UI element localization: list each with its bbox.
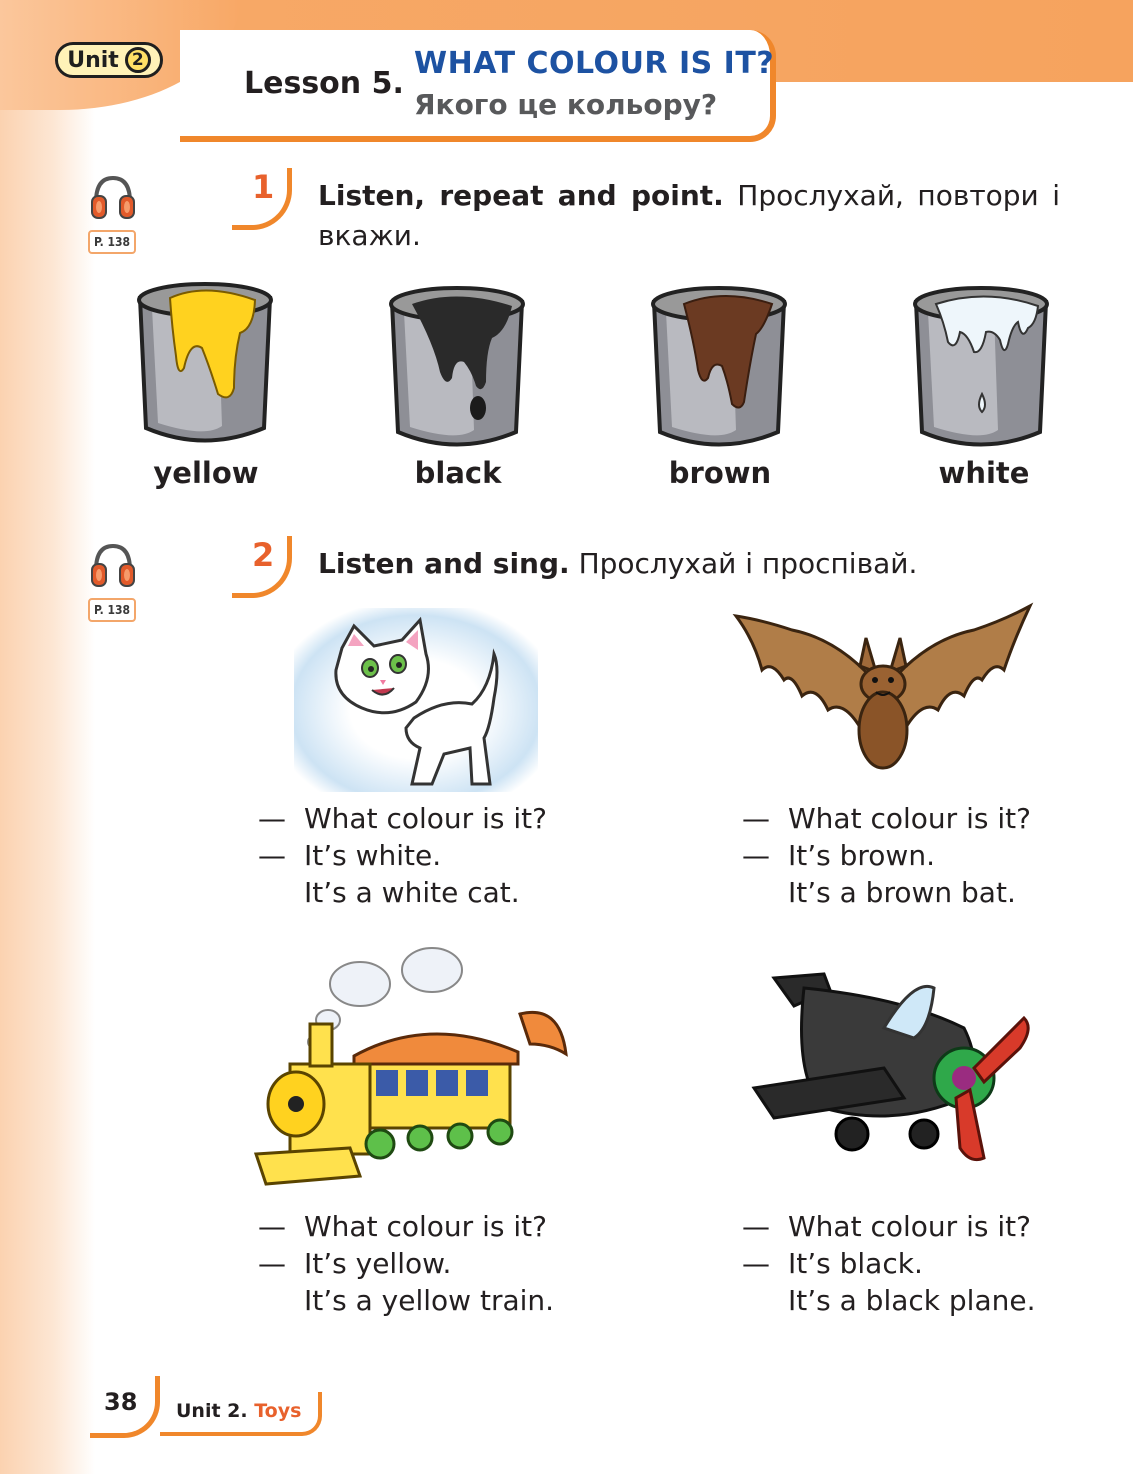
white-cat-picture bbox=[294, 608, 538, 792]
color-word-brown: brown bbox=[668, 456, 772, 490]
page-number: 38 bbox=[104, 1388, 138, 1416]
dialog-sentence: It’s a yellow train. bbox=[304, 1284, 555, 1317]
instruction-en: Listen, repeat and point. bbox=[318, 179, 724, 212]
black-plane-picture bbox=[734, 958, 1040, 1172]
exercise-digit: 1 bbox=[252, 168, 275, 206]
audio-page-ref: P. 138 bbox=[88, 598, 136, 622]
dash: — bbox=[258, 1210, 286, 1243]
headphones-icon bbox=[88, 172, 138, 220]
dialog-train bbox=[258, 1208, 554, 1319]
instruction-uk: Прослухай і проспівай. bbox=[569, 547, 918, 580]
headphones-icon bbox=[88, 540, 138, 588]
dialog-answer: It’s black. bbox=[788, 1247, 923, 1280]
dialog-question: What colour is it? bbox=[304, 1210, 547, 1243]
unit-word: Unit bbox=[67, 47, 119, 73]
brown-paint-bucket-icon bbox=[644, 282, 794, 454]
dash: — bbox=[258, 839, 286, 872]
dialog-answer: It’s white. bbox=[304, 839, 442, 872]
dialog-sentence: It’s a black plane. bbox=[788, 1284, 1036, 1317]
dialog-question: What colour is it? bbox=[304, 802, 547, 835]
footer-unit-title bbox=[176, 1400, 301, 1422]
instruction-en: Listen and sing. bbox=[318, 547, 570, 580]
footer-topic: Toys bbox=[254, 1400, 302, 1422]
audio-reference-1[interactable] bbox=[88, 172, 138, 262]
dash: — bbox=[742, 839, 770, 872]
exercise1-instruction bbox=[318, 176, 1060, 256]
dialog-sentence: It’s a brown bat. bbox=[788, 876, 1016, 909]
black-paint-bucket-icon bbox=[382, 282, 532, 454]
exercise-number-1 bbox=[232, 168, 292, 228]
color-word-white: white bbox=[938, 456, 1030, 490]
color-word-black: black bbox=[414, 456, 502, 490]
unit-number: 2 bbox=[125, 47, 151, 73]
dash: — bbox=[742, 1210, 770, 1243]
dialog-plane bbox=[742, 1208, 1036, 1319]
white-paint-bucket-icon bbox=[906, 282, 1056, 454]
footer-unit-label: Unit 2. bbox=[176, 1400, 248, 1422]
dash: — bbox=[742, 1247, 770, 1280]
unit-badge bbox=[55, 42, 163, 78]
lesson-title-uk: Якого це кольору? bbox=[414, 88, 718, 121]
dash: — bbox=[258, 802, 286, 835]
lesson-title-en: WHAT COLOUR IS IT? bbox=[414, 46, 775, 81]
audio-page-ref: P. 138 bbox=[88, 230, 136, 254]
exercise-digit: 2 bbox=[252, 536, 275, 574]
left-margin-strip bbox=[0, 0, 95, 1474]
instruction-uk: Прослухай, повтори і вкажи. bbox=[318, 179, 1060, 252]
yellow-train-picture bbox=[250, 944, 580, 1200]
exercise-number-2 bbox=[232, 536, 292, 596]
dialog-bat bbox=[742, 800, 1031, 911]
exercise2-instruction bbox=[318, 544, 917, 584]
lesson-label: Lesson 5. bbox=[244, 66, 404, 101]
audio-reference-2[interactable] bbox=[88, 540, 138, 630]
color-word-yellow: yellow bbox=[153, 456, 259, 490]
dialog-question: What colour is it? bbox=[788, 802, 1031, 835]
dialog-cat bbox=[258, 800, 547, 911]
dash: — bbox=[742, 802, 770, 835]
dialog-answer: It’s brown. bbox=[788, 839, 935, 872]
yellow-paint-bucket-icon bbox=[130, 278, 280, 450]
dash: — bbox=[258, 1247, 286, 1280]
dialog-answer: It’s yellow. bbox=[304, 1247, 452, 1280]
dialog-sentence: It’s a white cat. bbox=[304, 876, 520, 909]
brown-bat-picture bbox=[732, 600, 1034, 796]
dialog-question: What colour is it? bbox=[788, 1210, 1031, 1243]
